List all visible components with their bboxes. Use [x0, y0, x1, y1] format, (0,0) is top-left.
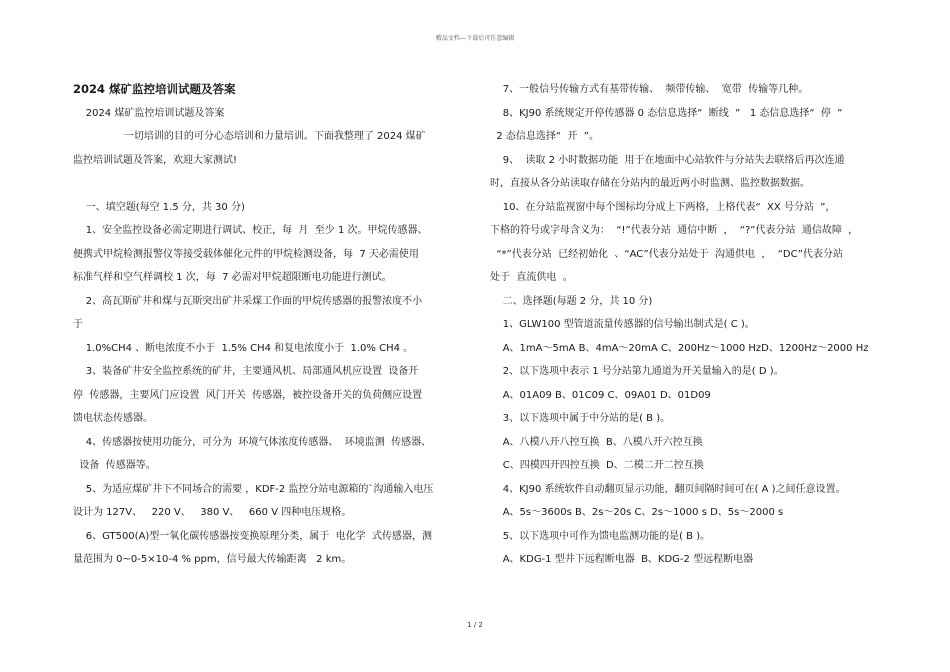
text-line: 标准气样和空气样调校 1 次，每 7 必需对甲烷超限断电功能进行测试。 [73, 272, 392, 283]
text-line: 2、以下选项中表示 1 号分站第九通道为开关量输入的是( D )。 [490, 366, 784, 377]
text-line: 4、传感器按使用功能分，可分为 环境气体浓度传感器、 环境监测 传感器、 [73, 436, 432, 448]
text-line: 2、高瓦斯矿井和煤与瓦斯突出矿井采煤工作面的甲烷传感器的报警浓度不小 [73, 295, 423, 307]
left-column [73, 78, 463, 572]
text-line: 时，直接从各分站读取存储在分站内的最近两小时监测、监控数据数据。 [490, 178, 810, 189]
text-line: 监控培训试题及答案，欢迎大家测试! [73, 154, 238, 166]
text-line: 2 态信息选择“ 开 ”。 [490, 131, 599, 142]
text-line: 一切培训的目的可分心态培训和力量培训。下面我整理了 2024 煤矿 [73, 131, 426, 142]
text-line: 7、一般信号传输方式有基带传输、 频带传输、 宽带 传输等几种。 [490, 84, 809, 95]
text-line: 6、GT500(A)型一氧化碳传感器按变换原理分类，属于 电化学 式传感器，测 [73, 530, 433, 542]
text-line: 便携式甲烷检测报警仪等接受载体催化元件的甲烷检测设备，每 7 天必需使用 [73, 248, 419, 260]
right-column [490, 78, 875, 572]
text-line: 设备 传感器等。 [73, 460, 156, 471]
text-line: 4、KJ90 系统软件自动翻页显示功能，翻页间隔时间可在( A )之间任意设置。 [490, 483, 846, 495]
text-line: A、八模八开八控互换 B、八模八开六控互换 [490, 436, 703, 448]
text-line: 处于 直流供电 。 [490, 272, 573, 283]
text-line: 馈电状态传感器。 [73, 413, 153, 424]
text-line: A、5s～3600s B、2s～20s C、2s～1000 s D、5s～2000 s [490, 507, 784, 518]
text-line: A、KDG-1 型井下远程断电器 B、KDG-2 型远程断电器 [490, 554, 754, 565]
text-line: 一、填空题(每空 1.5 分，共 30 分) [73, 201, 245, 213]
text-line: A、1mA～5mA B、4mA～20mA C、200Hz～1000 HzD、1200Hz～2000 Hz [490, 342, 869, 354]
document-title: 2024 煤矿监控培训试题及答案 [73, 82, 236, 96]
text-line: 下格的符号或字母含义为： “!”代表分站 通信中断 ， “?”代表分站 通信故障 ， [490, 225, 859, 236]
text-line: C、四模四开四控互换 D、二模二开二控互换 [490, 460, 704, 471]
text-line: 3、以下选项中属于中分站的是( B )。 [490, 413, 671, 424]
text-line: 1、安全监控设备必需定期进行调试、校正，每 月 至少 1 次。甲烷传感器、 [73, 225, 428, 236]
page-number: 1 / 2 [467, 621, 483, 629]
text-line: 二、选择题(每题 2 分，共 10 分) [490, 295, 653, 307]
text-line: 停 传感器，主要风门应设置 风门开关 传感器，被控设备开关的负荷侧应设置 [73, 389, 423, 401]
text-line [73, 172, 463, 196]
text-line: 10、在分站监视窗中每个图标均分成上下两格，上格代表“ XX 号分站 ”， [490, 201, 836, 213]
text-line: 于 [73, 319, 83, 330]
text-line: 设计为 127V、 220 V、 380 V、 660 V 四种电压规格。 [73, 507, 352, 518]
text-line: 1、GLW100 型管道流量传感器的信号输出制式是( C )。 [490, 319, 755, 330]
text-line: 8、KJ90 系统规定开停传感器 0 态信息选择“ 断线 ” 1 态信息选择“ 停 ” [490, 107, 843, 119]
page-header: 精品文档---下载后可任意编辑 [435, 35, 515, 42]
text-line: 3、装备矿井安全监控系统的矿井，主要通风机、局部通风机应设置 设备开 [73, 366, 419, 377]
text-line: 2024 煤矿监控培训试题及答案 [73, 107, 225, 119]
text-line: 量范围为 0~0-5×10-4 % ppm，信号最大传输距离 2 km。 [73, 554, 352, 565]
text-line: “*”代表分站 已经初始化 、“AC”代表分站处于 沟通供电 ， “DC”代表分站 [490, 248, 843, 260]
text-line: 1.0%CH4 、断电浓度不小于 1.5% CH4 和复电浓度小于 1.0% CH4 。 [73, 342, 414, 354]
text-line: 5、为适应煤矿井下不同场合的需要 ，KDF-2 监控分站电源箱的`沟通输入电压 [73, 483, 434, 495]
text-line: A、01A09 B、01C09 C、09A01 D、01D09 [490, 389, 711, 401]
text-line: 9、 读取 2 小时数据功能 用于在地面中心站软件与分站失去联络后再次连通 [490, 154, 845, 166]
text-line: 5、以下选项中可作为馈电监测功能的是( B )。 [490, 530, 711, 542]
